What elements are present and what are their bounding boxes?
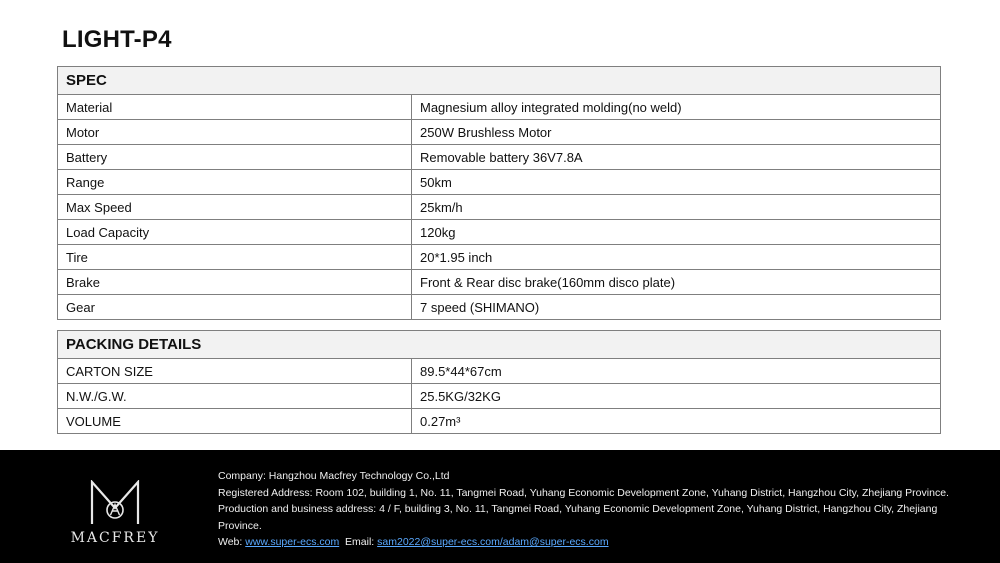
spec-value: 250W Brushless Motor — [412, 120, 941, 145]
contact-line — [218, 534, 958, 551]
spec-label: Tire — [58, 245, 412, 270]
packing-table — [57, 330, 941, 434]
table-row — [58, 170, 941, 195]
table-row — [58, 220, 941, 245]
company-name: Company: Hangzhou Macfrey Technology Co.,Ltd — [218, 470, 450, 482]
spec-header-row — [58, 67, 941, 95]
registered-address: Registered Address: Room 102, building 1, No. 11, Tangmei Road, Yuhang Economic Development Zone, Yuhang District, Hangzhou City, Zhejiang Province. — [218, 486, 949, 499]
spec-label: Max Speed — [58, 195, 412, 220]
table-row — [58, 95, 941, 120]
company-info — [218, 468, 958, 551]
table-row — [58, 295, 941, 320]
spec-heading: SPEC — [58, 67, 941, 95]
packing-header-row — [58, 331, 941, 359]
spec-value: 25km/h — [412, 195, 941, 220]
packing-heading: PACKING DETAILS — [58, 331, 941, 359]
spec-label: Brake — [58, 270, 412, 295]
email-label: Email: — [345, 536, 375, 548]
packing-value: 0.27m³ — [412, 409, 941, 434]
spec-value: 20*1.95 inch — [412, 245, 941, 270]
spec-label: Gear — [58, 295, 412, 320]
table-row — [58, 120, 941, 145]
packing-label: VOLUME — [58, 409, 412, 434]
spec-value: 50km — [412, 170, 941, 195]
macfrey-logo-icon — [88, 480, 142, 526]
table-row — [58, 145, 941, 170]
table-row — [58, 195, 941, 220]
table-row — [58, 384, 941, 409]
brand-logo — [52, 480, 178, 550]
web-label: Web: — [218, 536, 243, 548]
table-row — [58, 359, 941, 384]
table-row — [58, 270, 941, 295]
spec-table — [57, 66, 941, 320]
spec-label: Range — [58, 170, 412, 195]
spec-label: Material — [58, 95, 412, 120]
spec-label: Load Capacity — [58, 220, 412, 245]
email-link[interactable]: sam2022@super-ecs.com/adam@super-ecs.com — [377, 536, 609, 548]
table-row — [58, 245, 941, 270]
footer — [0, 450, 1000, 563]
website-link[interactable]: www.super-ecs.com — [245, 536, 340, 548]
packing-label: CARTON SIZE — [58, 359, 412, 384]
packing-label: N.W./G.W. — [58, 384, 412, 409]
spec-value: Removable battery 36V7.8A — [412, 145, 941, 170]
page-title: LIGHT-P4 — [62, 26, 172, 53]
packing-value: 89.5*44*67cm — [412, 359, 941, 384]
table-row — [58, 409, 941, 434]
brand-name: MACFREY — [70, 530, 160, 546]
spec-label: Battery — [58, 145, 412, 170]
spec-value: Front & Rear disc brake(160mm disco plate) — [412, 270, 941, 295]
spec-label: Motor — [58, 120, 412, 145]
spec-value: Magnesium alloy integrated molding(no weld) — [412, 95, 941, 120]
packing-value: 25.5KG/32KG — [412, 384, 941, 409]
spec-value: 120kg — [412, 220, 941, 245]
production-address: Production and business address: 4 / F, building 3, No. 11, Tangmei Road, Yuhang Economic Development Zone, Yuhang District, Hangzhou City, Zhejiang Province. — [218, 503, 938, 532]
spec-value: 7 speed (SHIMANO) — [412, 295, 941, 320]
